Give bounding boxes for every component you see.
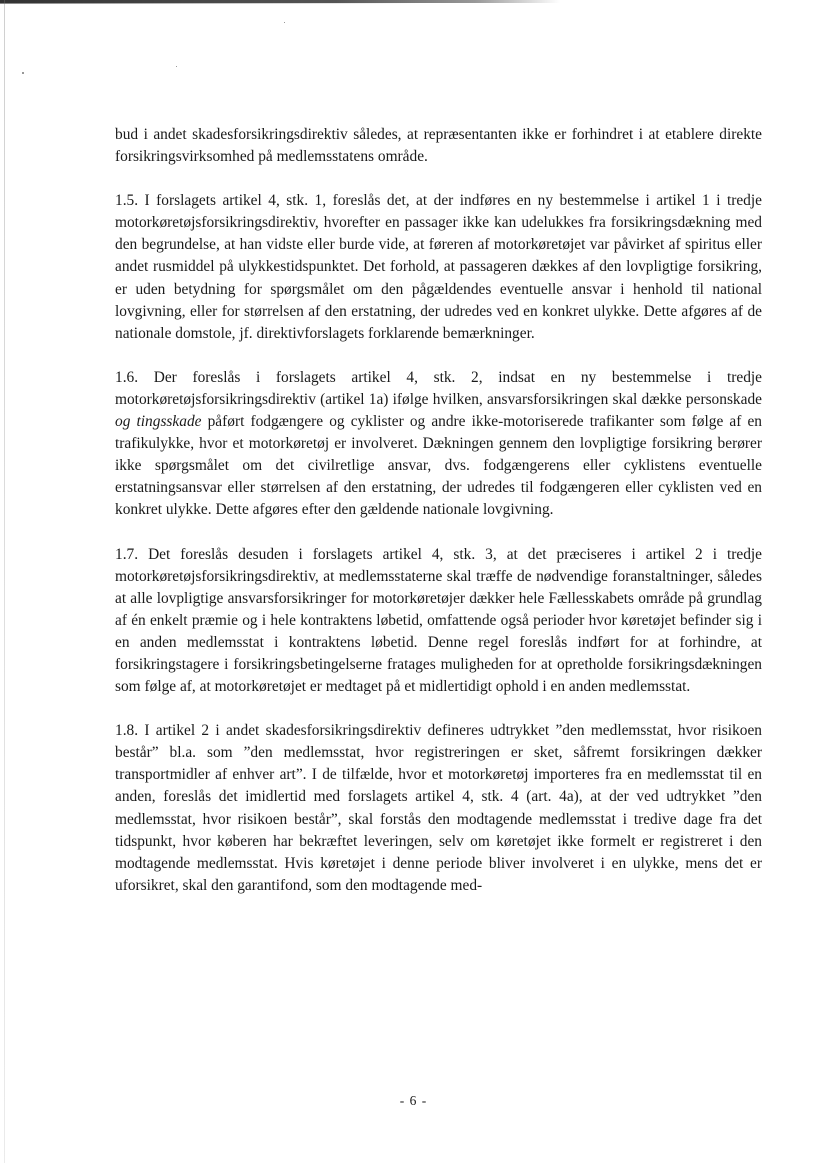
paragraph-continuation: bud i andet skadesforsikringsdirektiv således, at repræsentanten ikke er forhindret i at etablere direkte forsikringsvirksomhed på medlemsstatens område.: [115, 126, 762, 166]
paragraph-1-8: 1.8. I artikel 2 i andet skadesforsikringsdirektiv defineres udtrykket ”den medlemsstat, hvor risikoen består” bl.a. som ”den medlemsstat, hvor registreringen er sket, såfremt forsikringen dækker transportmidler af enhver art”. I de tilfælde, hvor et motorkøretøj importeres fra en medlemsstat til en anden, foreslås det imidlertid med forslagets artikel 4, stk. 4 (art. 4a), at der ved udtrykket ”den medlemsstat, hvor risikoen består”, skal forstås den modtagende medlemsstat i tredive dage fra det tidspunkt, hvor køberen har bekræftet leveringen, selv om køretøjet ikke formelt er registreret i den modtagende medlemsstat. Hvis køretøjet i denne periode bliver involveret i en ulykke, mens det er uforsikret, skal den garantifond, som den modtagende med-: [115, 722, 762, 894]
paragraph-1-7: 1.7. Det foreslås desuden i forslagets artikel 4, stk. 3, at det præciseres i artikel 2 i tredje motorkøretøjsforsikringsdirektiv, at medlemsstaterne skal træffe de nødvendige foranstaltninger, således at alle lovpligtige ansvarsforsikringer for motorkøretøjer dækker hele Fællesskabets område på grundlag af én enkelt præmie og i hele kontraktens løbetid, omfattende også perioder hvor køretøjet befinder sig i en anden medlemsstat i kontraktens løbetid. Denne regel foreslås indført for at forhindre, at forsikringstagere i forsikringsbetingelserne fratages muligheden for at opretholde forsikringsdækningen som følge af, at motorkøretøjet er medtaget på et midlertidigt ophold i en anden medlemsstat.: [115, 545, 762, 696]
page-number: - 6 -: [399, 1093, 428, 1108]
paragraph-1-6-part-1: 1.6. Der foreslås i forslagets artikel 4, stk. 2, indsat en ny bestemmelse i tredje motorkøretøjsforsikringsdirektiv (artikel 1a) ifølge hvilken, ansvarsforsikringen skal dække personskade: [115, 368, 762, 408]
document-body: [115, 124, 762, 919]
scan-left-edge: [4, 0, 5, 1163]
scan-speck: [284, 22, 285, 23]
scan-speck: [176, 66, 177, 67]
paragraph-1-6: [115, 367, 762, 522]
scan-top-edge-shadow: [0, 3, 420, 4]
paragraph-1-5: 1.5. I forslagets artikel 4, stk. 1, foreslås det, at der indføres en ny bestemmelse i artikel 1 i tredje motorkøretøjsforsikringsdirektiv, hvorefter en passager ikke kan udelukkes fra forsikringsdækning med den begrundelse, at han vidste eller burde vide, at føreren af motorkøretøjet var påvirket af spiritus eller andet rusmiddel på ulykkestidspunktet. Det forhold, at passageren dækkes af den lovpligtige forsikring, er uden betydning for spørgsmålet om den pågældendes eventuelle ansvar i henhold til national lovgivning, eller for størrelsen af den erstatning, der udredes ved en konkret ulykke. Dette afgøres af de nationale domstole, jf. direktivforslagets forklarende bemærkninger.: [115, 192, 762, 342]
scan-speck: [22, 72, 24, 74]
paragraph-1-6-part-2: påført fodgængere og cyklister og andre ikke-motoriserede trafikanter som følge af en trafikulykke, hvor et motorkøretøj er involveret. Dækningen gennem den lovpligtige forsikring berører ikke spørgsmålet om det civilretlige ansvar, dvs. fodgængerens eller cyklistens eventuelle erstatningsansvar eller størrelsen af den erstatning, der udredes til fodgængeren eller cyklisten ved en konkret ulykke. Dette afgøres efter den gældende nationale lovgivning.: [115, 413, 762, 519]
paragraph-1-6-emphasis: og tingsskade: [115, 413, 202, 431]
